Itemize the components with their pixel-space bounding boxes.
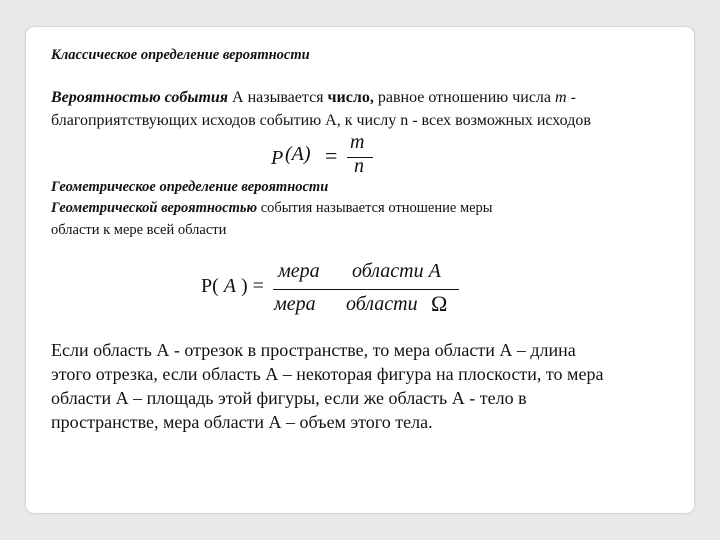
classical-text-c: - (566, 89, 576, 106)
classical-definition-line-1 (51, 89, 576, 107)
formula-denominator: n (354, 155, 364, 177)
explanation-line-2: этого отрезка, если область А – некоторая фигура на плоскости, то мера (51, 364, 604, 384)
classical-definition-line-2: благоприятствующих исходов событию А, к числу n - всех возможных исходов (51, 112, 591, 129)
geo-denominator-region: области (346, 293, 418, 315)
explanation-line-3: области А – площадь этой фигуры, если же область А - тело в (51, 388, 527, 408)
geo-formula-event: A (223, 275, 237, 297)
geo-formula-lhs: P( A ) = (201, 275, 264, 297)
geometric-text-a: события называется отношение меры (257, 200, 493, 216)
classical-text-b: равное отношению числа (373, 89, 556, 106)
geometric-definition-line-1 (51, 200, 493, 217)
geo-numerator-region: области A (352, 260, 441, 282)
formula-p: P (271, 147, 284, 169)
classical-term: Вероятностью события (51, 89, 229, 106)
explanation-line-1: Если область А - отрезок в пространстве, то мера области А – длина (51, 340, 576, 360)
explanation-line-4: пространстве, мера области А – объем этого тела. (51, 412, 433, 432)
formula-numerator: m (350, 131, 365, 153)
geo-omega-symbol: Ω (431, 291, 448, 316)
geometric-definition-line-2: области к мере всей области (51, 222, 227, 238)
formula-event-a: (A) (285, 143, 311, 165)
classical-text-a: А называется (228, 89, 328, 106)
formula-equals: = (325, 143, 338, 168)
geo-denominator-measure: мера (274, 293, 316, 315)
classical-heading: Классическое определение вероятности (51, 47, 310, 63)
slide (26, 27, 694, 513)
geometric-term: Геометрической вероятностью (51, 200, 258, 216)
geometric-heading: Геометрическое определение вероятности (51, 179, 329, 195)
classical-m: m (555, 89, 567, 106)
geo-numerator-measure: мера (278, 260, 320, 282)
classical-bold-number: число, (327, 89, 374, 106)
